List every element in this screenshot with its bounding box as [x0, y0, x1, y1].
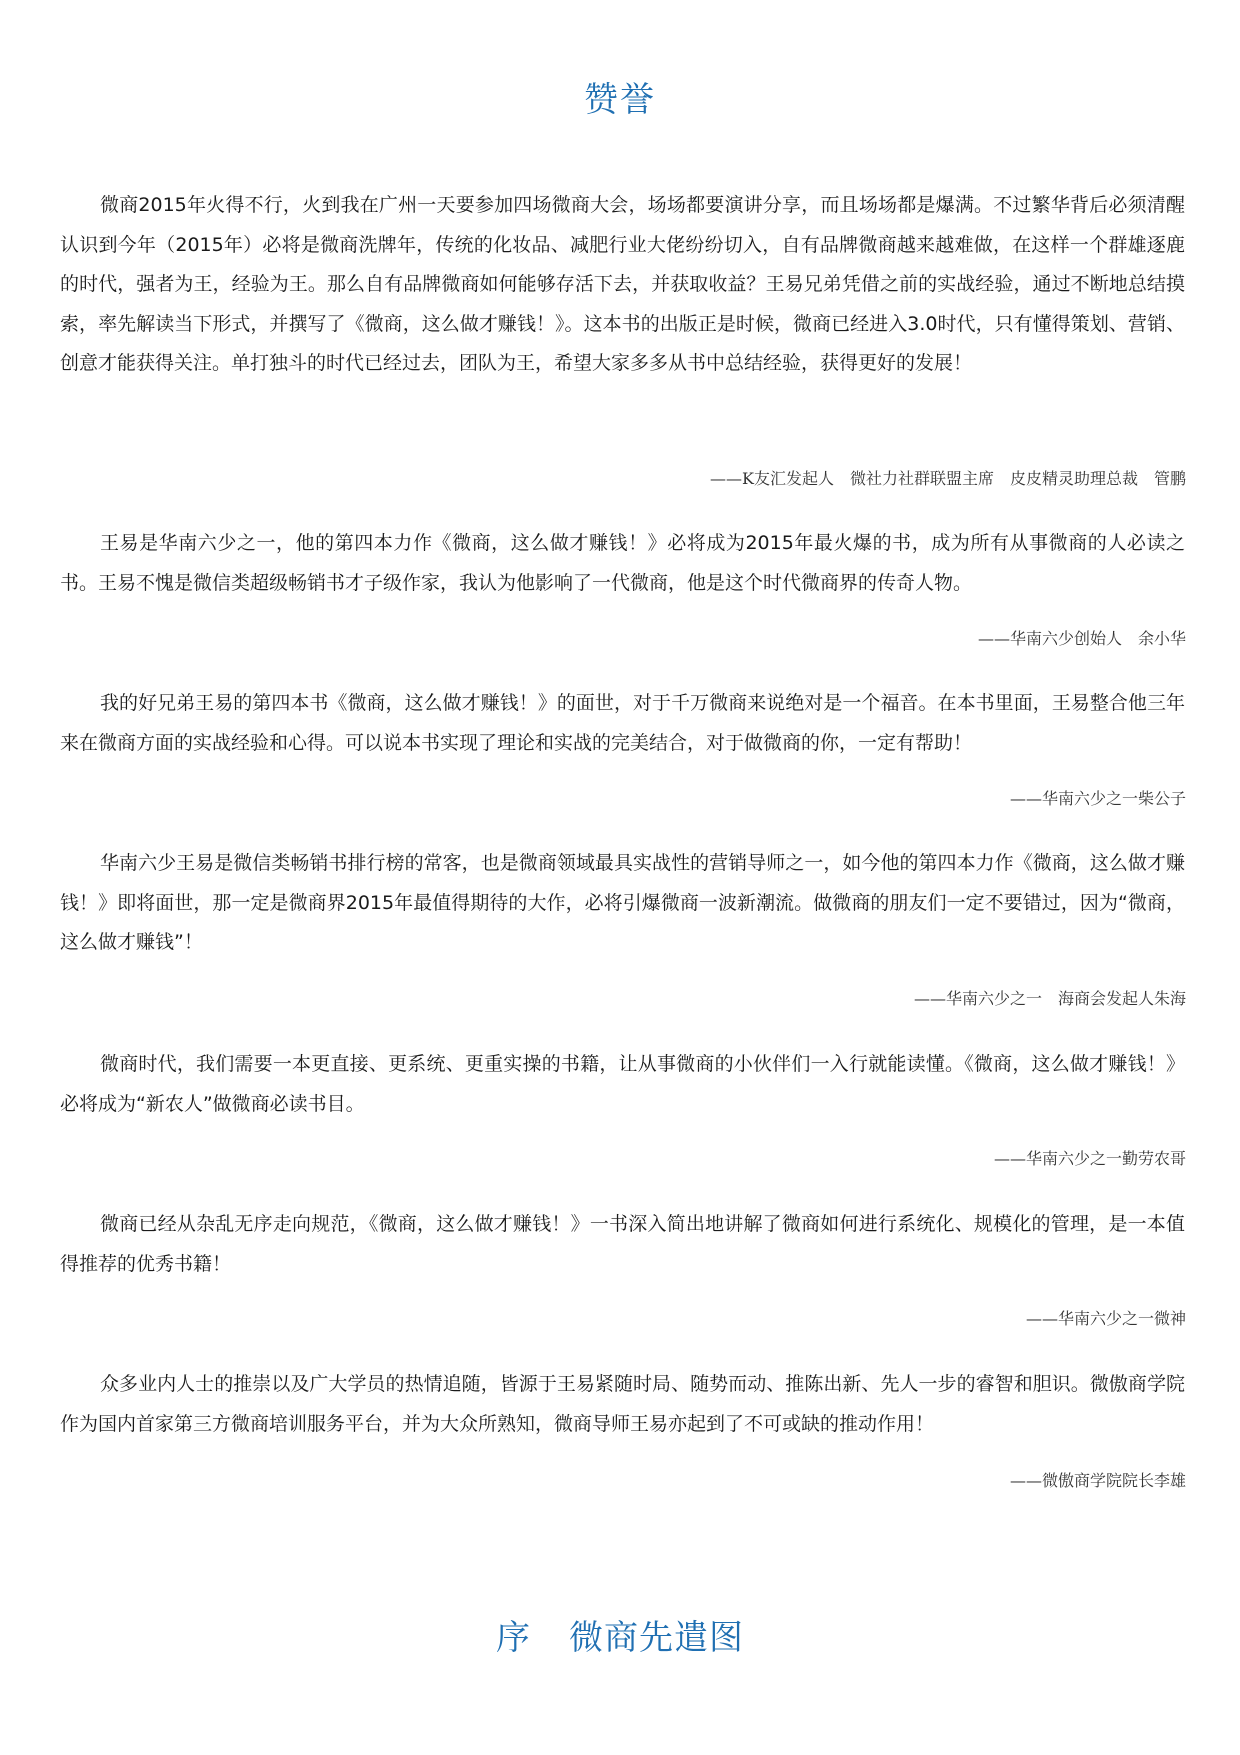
- endorsement-text-1: 微商2015年火得不行，火到我在广州一天要参加四场微商大会，场场都要演讲分享，而且场场都是爆满。不过繁华背后必须清醒认识到今年（2015年）必将是微商洗牌年，传统的化妆品、减肥行业大佬纷纷切入，自有品牌微商越来越难做，在这样一个群雄逐鹿的时代，强者为王，经验为王。那么自有品牌微商如何能够存活下去，并获取收益？王易兄弟凭借之前的实战经验，通过不断地总结摸索，率先解读当下形式，并撰写了《微商，这么做才赚钱！》。这本书的出版正是时候，微商已经进入3.0时代，只有懂得策划、营销、创意才能获得关注。单打独斗的时代已经过去，团队为王，希望大家多多从书中总结经验，获得更好的发展！: [60, 194, 1185, 374]
- endorsement-text-6: 微商已经从杂乱无序走向规范，《微商，这么做才赚钱！》一书深入简出地讲解了微商如何进行系统化、规模化的管理，是一本值得推荐的优秀书籍！: [60, 1213, 1185, 1275]
- endorsement-text-4: 华南六少王易是微信类畅销书排行榜的常客，也是微商领域最具实战性的营销导师之一，如今他的第四本力作《微商，这么做才赚钱！》即将面世，那一定是微商界2015年最值得期待的大作，必将引爆微商一波新潮流。做微商的朋友们一定不要错过，因为“微商，这么做才赚钱”！: [60, 852, 1185, 953]
- endorsement-signature-4: ——华南六少之一 海商会发起人朱海: [913, 989, 1186, 1008]
- endorsement-signature-1: ——K友汇发起人 微社力社群联盟主席 皮皮精灵助理总裁 管鹏: [710, 469, 1186, 488]
- endorsement-signature-5: ——华南六少之一勤劳农哥: [993, 1149, 1186, 1168]
- endorsement-signature-2: ——华南六少创始人 余小华: [977, 629, 1186, 648]
- section-label: 序: [496, 1618, 531, 1658]
- endorsement-signature-7: ——微傲商学院院长李雄: [1009, 1471, 1186, 1490]
- endorsement-text-2: 王易是华南六少之一，他的第四本力作《微商，这么做才赚钱！》必将成为2015年最火爆的书，成为所有从事微商的人必读之书。王易不愧是微信类超级畅销书才子级作家，我认为他影响了一代微商，他是这个时代微商界的传奇人物。: [60, 532, 1185, 594]
- endorsement-text-3: 我的好兄弟王易的第四本书《微商，这么做才赚钱！》的面世，对于千万微商来说绝对是一个福音。在本书里面，王易整合他三年来在微商方面的实战经验和心得。可以说本书实现了理论和实战的完美结合，对于做微商的你，一定有帮助！: [60, 692, 1185, 754]
- section-heading: [0, 1610, 1240, 1659]
- page-title: 赞誉: [584, 80, 656, 120]
- endorsement-signature-3: ——华南六少之一柴公子: [1009, 789, 1186, 808]
- endorsement-signature-6: ——华南六少之一微神: [1025, 1309, 1186, 1328]
- endorsement-text-5: 微商时代，我们需要一本更直接、更系统、更重实操的书籍，让从事微商的小伙伴们一入行就能读懂。《微商，这么做才赚钱！》必将成为“新农人”做微商必读书目。: [60, 1053, 1185, 1115]
- section-title: 微商先遣图: [569, 1618, 744, 1658]
- endorsement-text-7: 众多业内人士的推崇以及广大学员的热情追随，皆源于王易紧随时局、随势而动、推陈出新、先人一步的睿智和胆识。微傲商学院作为国内首家第三方微商培训服务平台，并为大众所熟知，微商导师王易亦起到了不可或缺的推动作用！: [60, 1373, 1185, 1435]
